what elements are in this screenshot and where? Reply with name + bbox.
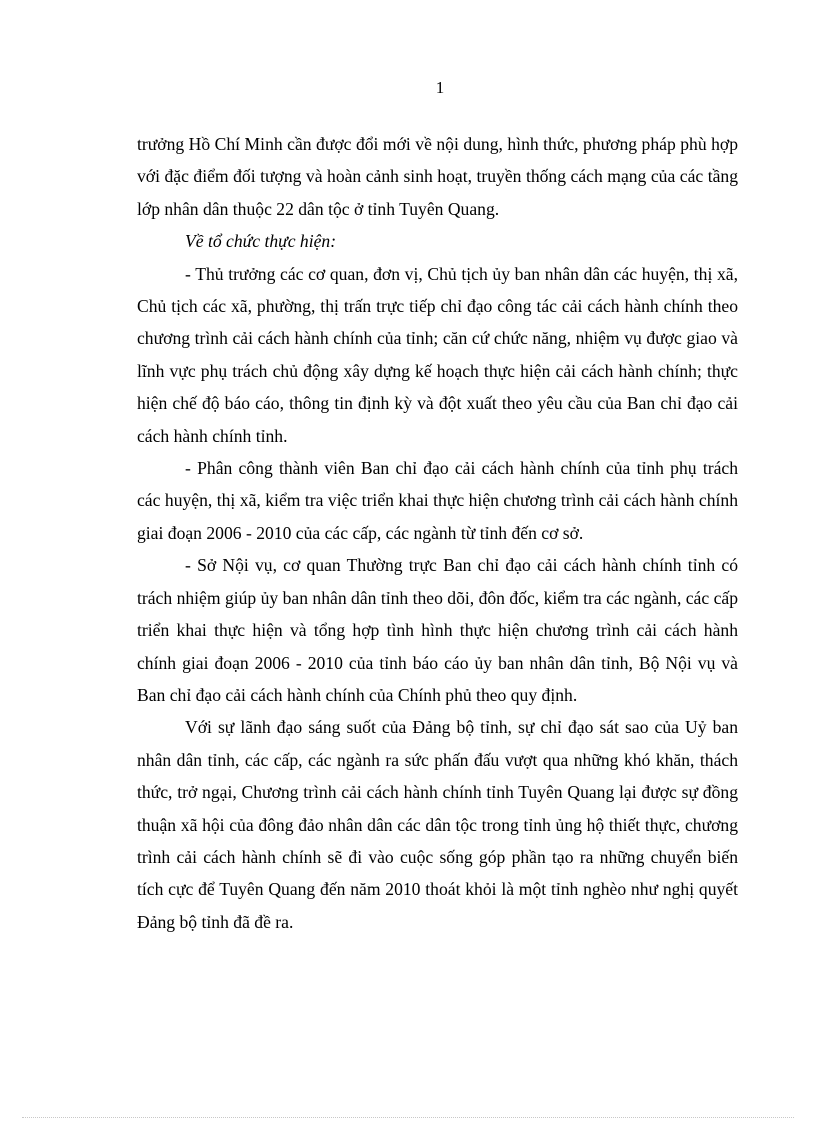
document-body: [137, 128, 738, 938]
paragraph-heads-of-agencies: - Thủ trưởng các cơ quan, đơn vị, Chủ tịch ủy ban nhân dân các huyện, thị xã, Chủ tịch các xã, phường, thị trấn trực tiếp chỉ đạo công tác cải cách hành chính theo chương trình cải cách hành chính của tỉnh; căn cứ chức năng, nhiệm vụ được giao và lĩnh vực phụ trách chủ động xây dựng kế hoạch thực hiện cải cách hành chính; thực hiện chế độ báo cáo, thông tin định kỳ và đột xuất theo yêu cầu của Ban chỉ đạo cải cách hành chính tỉnh.: [137, 263, 738, 446]
paragraph-continuation: trưởng Hồ Chí Minh cần được đổi mới về nội dung, hình thức, phương pháp phù hợp với đặc điểm đối tượng và hoàn cảnh sinh hoạt, truyền thống cách mạng của các tầng lớp nhân dân thuộc 22 dân tộc ở tỉnh Tuyên Quang.: [137, 134, 738, 219]
page-number: 1: [435, 78, 445, 97]
footer-divider: [22, 1117, 794, 1118]
section-heading-implementation: Về tổ chức thực hiện:: [185, 231, 337, 252]
paragraph-conclusion: Với sự lãnh đạo sáng suốt của Đảng bộ tỉnh, sự chỉ đạo sát sao của Uỷ ban nhân dân tỉnh, các cấp, các ngành ra sức phấn đấu vượt qua những khó khăn, thách thức, trở ngại, Chương trình cải cách hành chính tỉnh Tuyên Quang lại được sự đồng thuận xã hội của đông đảo nhân dân các dân tộc trong tỉnh ủng hộ thiết thực, chương trình cải cách hành chính sẽ đi vào cuộc sống góp phần tạo ra những chuyển biến tích cực để Tuyên Quang đến năm 2010 thoát khỏi là một tỉnh nghèo như nghị quyết Đảng bộ tỉnh đã đề ra.: [137, 717, 738, 932]
paragraph-steering-committee: - Phân công thành viên Ban chỉ đạo cải cách hành chính của tỉnh phụ trách các huyện, thị xã, kiểm tra việc triển khai thực hiện chương trình cải cách hành chính giai đoạn 2006 - 2010 của các cấp, các ngành từ tỉnh đến cơ sở.: [137, 458, 738, 543]
paragraph-department-home-affairs: - Sở Nội vụ, cơ quan Thường trực Ban chỉ đạo cải cách hành chính tỉnh có trách nhiệm giúp ủy ban nhân dân tỉnh theo dõi, đôn đốc, kiểm tra các ngành, các cấp triển khai thực hiện và tổng hợp tình hình thực hiện chương trình cải cách hành chính giai đoạn 2006 - 2010 của tỉnh báo cáo ủy ban nhân dân tỉnh, Bộ Nội vụ và Ban chỉ đạo cải cách hành chính của Chính phủ theo quy định.: [137, 555, 738, 705]
